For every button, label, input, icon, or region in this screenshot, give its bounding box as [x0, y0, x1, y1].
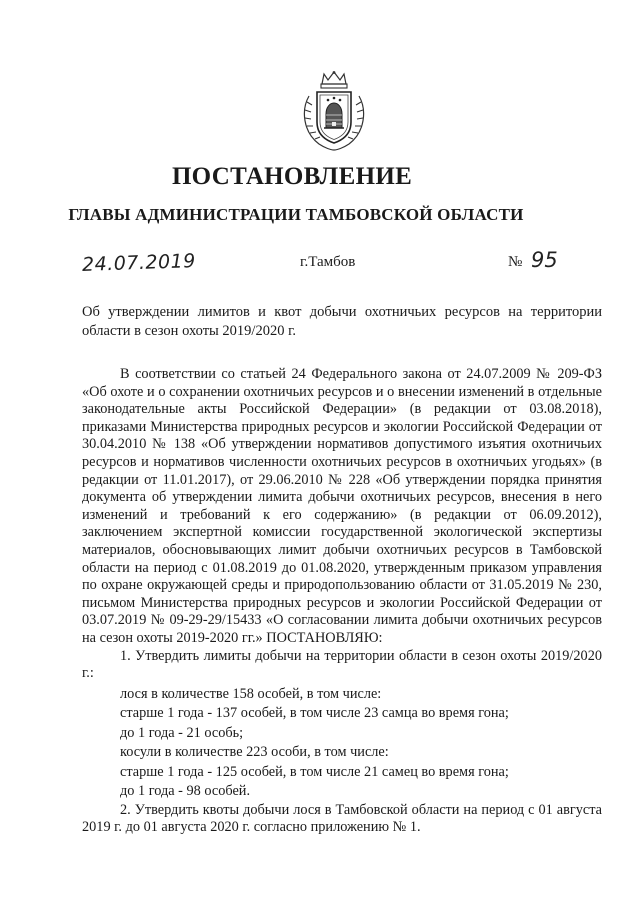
list-item: лося в количестве 158 особей, в том числе:	[120, 685, 382, 702]
coat-of-arms-icon	[297, 70, 371, 152]
list-item: до 1 года - 98 особей.	[120, 783, 251, 800]
preamble-paragraph: В соответствии со статьей 24 Федерального закона от 24.07.2009 № 209-ФЗ «Об охоте и о сохранении охотничьих ресурсов и о внесении изменений в отдельные законодательные акты Российской Федерации» (в редакции от 03.08.2018), приказами Министерства природных ресурсов и экологии Российской Федерации от 30.04.2010 № 138 «Об утверждении нормативов допустимого изъятия охотничьих ресурсов и нормативов численности охотничьих ресурсов в охотничьих угодьях» (в редакции от 11.01.2017), от 29.06.2010 № 228 «Об утверждении порядка принятия документа об утверждении лимита добычи охотничьих ресурсов, внесения в него изменений и требований к его содержанию» (в редакции от 06.09.2012), заключением экспертной комиссии государственной экологической экспертизы материалов, обосновывающих лимит добычи охотничьих ресурсов в Тамбовской области на период с 01.08.2019 до 01.08.2020, утвержденным приказом управления по охране окружающей среды и природопользованию области от 31.05.2019 № 230, письмом Министерства природных ресурсов и экологии Российской Федерации от 03.07.2019 № 09-29-29/15433 «О согласовании лимита добычи охотничьих ресурсов на сезон охоты 2019-2020 гг.» ПОСТАНОВЛЯЮ:	[82, 366, 602, 646]
document-subject: Об утверждении лимитов и квот добычи охотничьих ресурсов на территории области в сезон охоты 2019/2020 г.	[82, 304, 602, 339]
list-item: старше 1 года - 137 особей, в том числе 23 самца во время гона;	[120, 705, 509, 722]
document-subtitle: ГЛАВЫ АДМИНИСТРАЦИИ ТАМБОВСКОЙ ОБЛАСТИ	[68, 205, 524, 224]
document-date: 24.07.2019	[81, 250, 197, 276]
list-item: косули в количестве 223 особи, в том числе:	[120, 744, 389, 761]
item-2-paragraph: 2. Утвердить квоты добычи лося в Тамбовской области на период с 01 августа 2019 г. до 01 августа 2020 г. согласно приложению № 1.	[82, 801, 602, 836]
document-city: г.Тамбов	[300, 254, 356, 270]
list-item: до 1 года - 21 особь;	[120, 724, 244, 741]
document-title: ПОСТАНОВЛЕНИЕ	[171, 163, 413, 190]
list-item: старше 1 года - 125 особей, в том числе 21 самец во время гона;	[120, 763, 509, 780]
document-number-label: №	[508, 254, 523, 270]
item-1-paragraph: 1. Утвердить лимиты добычи на территории области в сезон охоты 2019/2020 г.:	[82, 647, 602, 682]
document-number: 95	[531, 248, 558, 272]
document-body	[82, 366, 602, 837]
